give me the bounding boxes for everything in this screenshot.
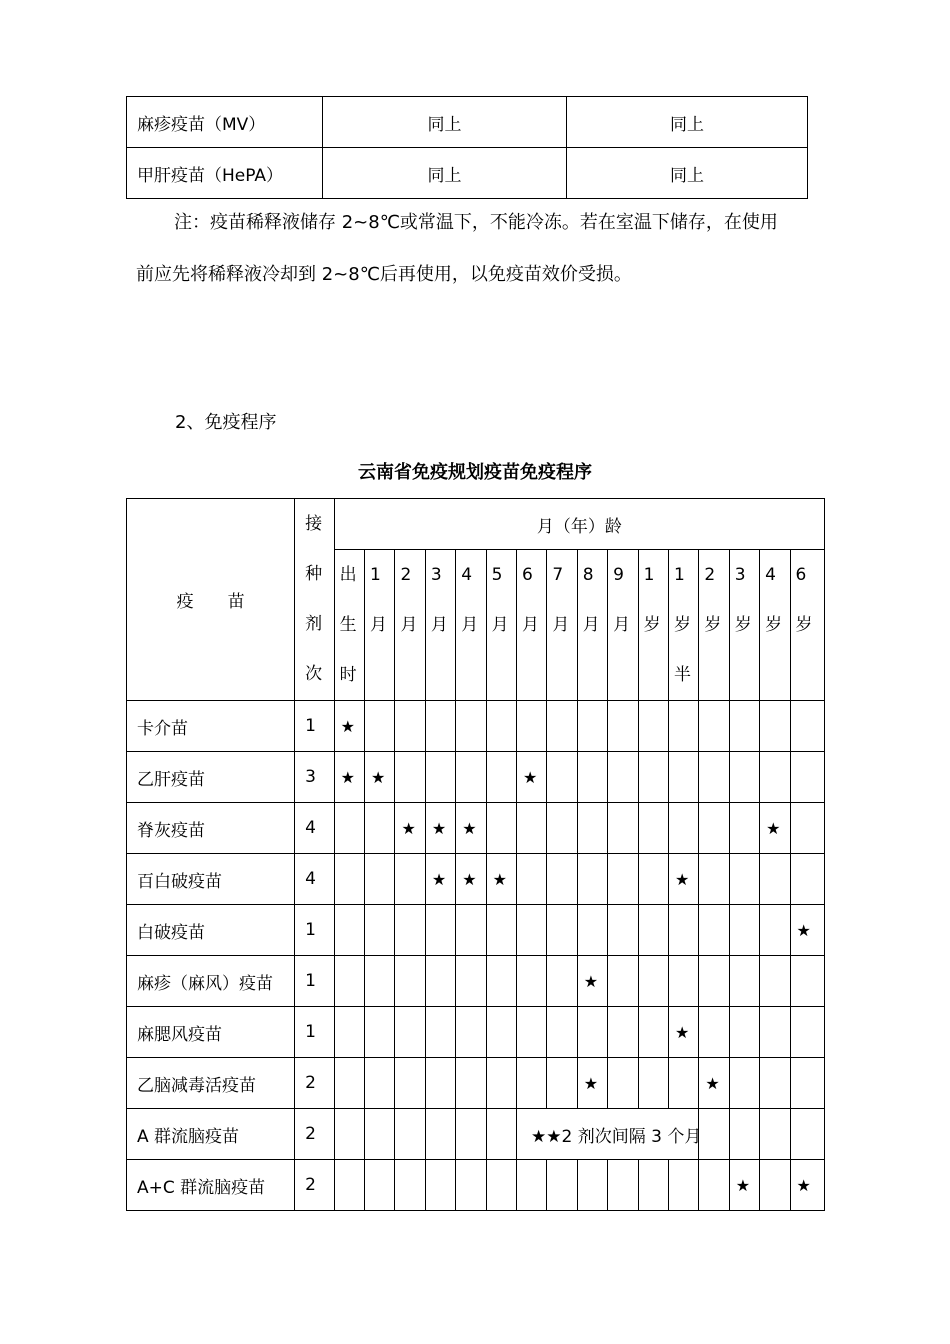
- schedule-cell: [395, 1058, 425, 1109]
- vaccine-name: 卡介苗: [127, 701, 295, 752]
- age-label-char: 1: [643, 565, 655, 585]
- age-label-char: 1: [370, 565, 381, 585]
- schedule-cell: [425, 854, 455, 905]
- age-label-char: 岁: [704, 615, 722, 635]
- schedule-cell: [395, 701, 425, 752]
- age-label-char: 月: [491, 615, 509, 635]
- schedule-cell: [638, 905, 668, 956]
- schedule-cell: [577, 752, 607, 803]
- schedule-cell: [365, 701, 395, 752]
- schedule-note-cell: [517, 1109, 702, 1160]
- schedule-cell: [790, 1058, 824, 1109]
- age-column-header: [456, 550, 486, 701]
- schedule-cell: [790, 701, 824, 752]
- schedule-cell: [790, 752, 824, 803]
- schedule-cell: [577, 803, 607, 854]
- age-label-char: 2: [400, 565, 412, 585]
- schedule-cell: [334, 1109, 364, 1160]
- age-column-header: [395, 550, 425, 701]
- schedule-cell: [334, 1058, 364, 1109]
- schedule-cell: [608, 854, 638, 905]
- table-row: [127, 701, 825, 752]
- schedule-cell: [577, 1160, 607, 1211]
- schedule-cell: [699, 905, 729, 956]
- star-mark: ★: [401, 818, 416, 838]
- vaccine-name: A 群流脑疫苗: [127, 1109, 295, 1160]
- schedule-cell: [425, 1007, 455, 1058]
- table-cell: 同上: [323, 148, 567, 199]
- schedule-cell: [699, 803, 729, 854]
- schedule-cell: [517, 1007, 547, 1058]
- schedule-cell: [547, 701, 577, 752]
- schedule-cell: [334, 1160, 364, 1211]
- schedule-cell: [760, 1007, 790, 1058]
- header-doses-char: 种: [305, 564, 323, 584]
- schedule-cell: [668, 1058, 698, 1109]
- star-mark: ★: [523, 767, 538, 787]
- table-cell: 同上: [567, 148, 808, 199]
- age-label-char: 月: [552, 615, 570, 635]
- schedule-cell: [425, 1058, 455, 1109]
- schedule-cell: [638, 701, 668, 752]
- schedule-cell: [517, 803, 547, 854]
- schedule-cell: [395, 752, 425, 803]
- storage-table: [126, 96, 808, 199]
- schedule-cell: [760, 905, 790, 956]
- schedule-cell: [486, 1058, 516, 1109]
- age-label-char: 时: [339, 665, 357, 685]
- age-label-char: 岁: [643, 615, 661, 635]
- schedule-cell: [760, 1160, 790, 1211]
- schedule-cell: [456, 803, 486, 854]
- schedule-cell: [760, 701, 790, 752]
- table-row: [127, 1007, 825, 1058]
- schedule-cell: [425, 905, 455, 956]
- schedule-cell: [608, 1058, 638, 1109]
- schedule-cell: [790, 1007, 824, 1058]
- section-heading: 2、免疫程序: [175, 412, 277, 433]
- schedule-cell: [699, 752, 729, 803]
- schedule-cell: [608, 752, 638, 803]
- schedule-cell: [365, 1007, 395, 1058]
- star-mark: ★: [735, 1175, 751, 1195]
- schedule-cell: [668, 956, 698, 1007]
- age-column-header: [668, 550, 698, 701]
- schedule-note: ★★2 剂次间隔 3 个月: [531, 1126, 702, 1147]
- schedule-cell: [456, 1160, 486, 1211]
- schedule-cell: [699, 854, 729, 905]
- schedule-cell: [547, 803, 577, 854]
- schedule-cell: [334, 1007, 364, 1058]
- schedule-cell: [456, 1058, 486, 1109]
- schedule-cell: [790, 1109, 824, 1160]
- schedule-cell: [729, 1109, 759, 1160]
- schedule-cell: [699, 1160, 729, 1211]
- table-row: [127, 752, 825, 803]
- vaccine-name: A+C 群流脑疫苗: [127, 1160, 295, 1211]
- table-row: [127, 803, 825, 854]
- table-row: [127, 1058, 825, 1109]
- schedule-cell: [334, 854, 364, 905]
- age-label-char: 岁: [673, 615, 691, 635]
- note-line-2: 前应先将稀释液冷却到 2~8℃后再使用，以免疫苗效价受损。: [136, 264, 632, 285]
- schedule-cell: [729, 905, 759, 956]
- immunization-schedule-table: [126, 498, 825, 1211]
- schedule-cell: [638, 1007, 668, 1058]
- vaccine-name: 白破疫苗: [127, 905, 295, 956]
- age-label-char: 2: [704, 565, 716, 585]
- schedule-cell: [456, 1109, 486, 1160]
- schedule-cell: [365, 752, 395, 803]
- schedule-cell: [395, 1160, 425, 1211]
- schedule-cell: [729, 701, 759, 752]
- schedule-cell: [699, 1007, 729, 1058]
- schedule-cell: [365, 1160, 395, 1211]
- header-doses-char: 次: [305, 664, 323, 684]
- schedule-cell: [486, 752, 516, 803]
- age-label-char: 半: [673, 665, 691, 685]
- schedule-cell: [608, 956, 638, 1007]
- age-label-char: 生: [339, 615, 357, 635]
- star-mark: ★: [766, 818, 781, 838]
- age-label-char: 4: [765, 565, 776, 585]
- schedule-cell: [547, 854, 577, 905]
- schedule-cell: [729, 1007, 759, 1058]
- dose-count: 2: [295, 1160, 335, 1211]
- schedule-cell: [334, 905, 364, 956]
- schedule-cell: [517, 854, 547, 905]
- table-row: [127, 148, 808, 199]
- star-mark: ★: [674, 869, 690, 889]
- schedule-cell: [486, 854, 516, 905]
- schedule-cell: [486, 956, 516, 1007]
- vaccine-name: 甲肝疫苗（HePA）: [127, 148, 323, 199]
- schedule-cell: [668, 1007, 698, 1058]
- schedule-cell: [577, 905, 607, 956]
- schedule-cell: [395, 854, 425, 905]
- schedule-cell: [486, 701, 516, 752]
- star-mark: ★: [431, 869, 447, 889]
- age-label-char: 月: [522, 615, 539, 635]
- schedule-cell: [668, 854, 698, 905]
- age-column-header: [334, 550, 364, 701]
- table-cell: 同上: [567, 97, 808, 148]
- schedule-cell: [699, 1109, 729, 1160]
- schedule-cell: [608, 905, 638, 956]
- schedule-cell: [699, 956, 729, 1007]
- header-age: 月（年）龄: [334, 499, 824, 550]
- dose-count: 1: [295, 956, 335, 1007]
- schedule-cell: [577, 956, 607, 1007]
- schedule-cell: [547, 1007, 577, 1058]
- schedule-cell: [456, 854, 486, 905]
- schedule-cell: [517, 701, 547, 752]
- dose-count: 1: [295, 1007, 335, 1058]
- table-row: [127, 1109, 825, 1160]
- dose-count: 4: [295, 854, 335, 905]
- schedule-cell: [638, 854, 668, 905]
- schedule-cell: [486, 1109, 516, 1160]
- vaccine-name: 脊灰疫苗: [127, 803, 295, 854]
- schedule-cell: [365, 1058, 395, 1109]
- schedule-cell: [668, 701, 698, 752]
- age-column-header: [425, 550, 455, 701]
- vaccine-name: 乙脑减毒活疫苗: [127, 1058, 295, 1109]
- dose-count: 3: [295, 752, 335, 803]
- age-column-header: [608, 550, 638, 701]
- schedule-cell: [486, 905, 516, 956]
- schedule-cell: [729, 803, 759, 854]
- schedule-cell: [729, 956, 759, 1007]
- schedule-cell: [608, 803, 638, 854]
- age-column-header: [517, 550, 547, 701]
- age-column-header: [699, 550, 729, 701]
- schedule-cell: [456, 752, 486, 803]
- schedule-cell: [456, 1007, 486, 1058]
- schedule-cell: [425, 956, 455, 1007]
- schedule-cell: [638, 752, 668, 803]
- schedule-cell: [729, 1160, 759, 1211]
- schedule-cell: [334, 803, 364, 854]
- schedule-cell: [790, 854, 824, 905]
- schedule-cell: [608, 1160, 638, 1211]
- schedule-cell: [334, 701, 364, 752]
- header-doses-char: 接: [305, 514, 323, 534]
- age-label-char: 1: [673, 565, 685, 585]
- age-column-header: [547, 550, 577, 701]
- star-mark: ★: [796, 1175, 811, 1195]
- dose-count: 2: [295, 1109, 335, 1160]
- age-label-char: 月: [430, 615, 448, 635]
- header-doses-char: 剂: [305, 614, 323, 634]
- schedule-cell: [577, 701, 607, 752]
- schedule-cell: [760, 956, 790, 1007]
- schedule-cell: [729, 1058, 759, 1109]
- schedule-cell: [608, 701, 638, 752]
- age-label-char: 月: [400, 615, 418, 635]
- schedule-cell: [760, 803, 790, 854]
- table-row: [127, 905, 825, 956]
- schedule-cell: [365, 854, 395, 905]
- schedule-cell: [668, 905, 698, 956]
- vaccine-name: 百白破疫苗: [127, 854, 295, 905]
- star-mark: ★: [492, 869, 507, 889]
- header-row: [127, 499, 825, 550]
- schedule-cell: [547, 1160, 577, 1211]
- age-label-char: 4: [461, 565, 473, 585]
- star-mark: ★: [583, 1073, 599, 1093]
- vaccine-name: 麻腮风疫苗: [127, 1007, 295, 1058]
- schedule-cell: [395, 956, 425, 1007]
- schedule-cell: [486, 1007, 516, 1058]
- schedule-cell: [425, 701, 455, 752]
- age-label-char: 月: [613, 615, 631, 635]
- table-row: [127, 956, 825, 1007]
- dose-count: 4: [295, 803, 335, 854]
- age-label-char: 3: [734, 565, 746, 585]
- schedule-cell: [547, 752, 577, 803]
- header-vaccine: 疫 苗: [127, 499, 295, 701]
- schedule-cell: [668, 752, 698, 803]
- age-label-char: 6: [795, 565, 807, 585]
- schedule-cell: [668, 1160, 698, 1211]
- schedule-cell: [517, 905, 547, 956]
- schedule-cell: [638, 1058, 668, 1109]
- schedule-cell: [456, 905, 486, 956]
- schedule-cell: [517, 752, 547, 803]
- schedule-cell: [486, 1160, 516, 1211]
- schedule-cell: [547, 1058, 577, 1109]
- star-mark: ★: [462, 869, 477, 889]
- schedule-cell: [517, 956, 547, 1007]
- age-column-header: [790, 550, 824, 701]
- note-line-1: 注：疫苗稀释液储存 2~8℃或常温下，不能冷冻。若在室温下储存，在使用: [174, 212, 778, 233]
- schedule-cell: [395, 905, 425, 956]
- vaccine-name: 麻疹疫苗（MV）: [127, 97, 323, 148]
- schedule-cell: [577, 1058, 607, 1109]
- age-label-char: 月: [461, 615, 479, 635]
- age-column-header: [760, 550, 790, 701]
- schedule-cell: [760, 752, 790, 803]
- age-column-header: [365, 550, 395, 701]
- schedule-cell: [790, 956, 824, 1007]
- age-label-char: 9: [613, 565, 624, 585]
- dose-count: 1: [295, 905, 335, 956]
- table-row: [127, 1160, 825, 1211]
- age-column-header: [486, 550, 516, 701]
- schedule-cell: [729, 752, 759, 803]
- schedule-cell: [425, 803, 455, 854]
- age-label-char: 岁: [795, 615, 813, 635]
- schedule-cell: [334, 956, 364, 1007]
- schedule-cell: [760, 1058, 790, 1109]
- age-column-header: [577, 550, 607, 701]
- schedule-cell: [517, 1058, 547, 1109]
- schedule-cell: [638, 1160, 668, 1211]
- schedule-cell: [638, 803, 668, 854]
- star-mark: ★: [340, 767, 355, 787]
- schedule-cell: [425, 1160, 455, 1211]
- dose-count: 1: [295, 701, 335, 752]
- dose-count: 2: [295, 1058, 335, 1109]
- table-row: [127, 854, 825, 905]
- schedule-cell: [395, 1007, 425, 1058]
- age-label-char: 月: [370, 615, 388, 635]
- schedule-cell: [790, 905, 824, 956]
- table-row: [127, 97, 808, 148]
- star-mark: ★: [796, 920, 811, 940]
- star-mark: ★: [431, 818, 447, 838]
- vaccine-name: 麻疹（麻风）疫苗: [127, 956, 295, 1007]
- age-label-char: 5: [491, 565, 503, 585]
- age-label-char: 月: [582, 615, 600, 635]
- schedule-cell: [790, 1160, 824, 1211]
- star-mark: ★: [705, 1073, 720, 1093]
- schedule-cell: [517, 1160, 547, 1211]
- schedule-cell: [456, 701, 486, 752]
- star-mark: ★: [583, 971, 599, 991]
- schedule-cell: [608, 1007, 638, 1058]
- schedule-cell: [365, 956, 395, 1007]
- schedule-cell: [729, 854, 759, 905]
- star-mark: ★: [340, 716, 355, 736]
- schedule-cell: [547, 956, 577, 1007]
- schedule-cell: [638, 956, 668, 1007]
- schedule-title: 云南省免疫规划疫苗免疫程序: [358, 462, 592, 483]
- table-cell: 同上: [323, 97, 567, 148]
- schedule-cell: [699, 1058, 729, 1109]
- schedule-cell: [668, 803, 698, 854]
- age-label-char: 8: [582, 565, 594, 585]
- schedule-cell: [425, 1109, 455, 1160]
- schedule-cell: [365, 1109, 395, 1160]
- age-label-char: 岁: [765, 615, 783, 635]
- schedule-cell: [365, 905, 395, 956]
- schedule-cell: [334, 752, 364, 803]
- age-label-char: 6: [522, 565, 533, 585]
- age-label-char: 7: [552, 565, 564, 585]
- schedule-cell: [456, 956, 486, 1007]
- schedule-cell: [760, 854, 790, 905]
- header-doses: [295, 499, 335, 701]
- star-mark: ★: [462, 818, 477, 838]
- age-label-char: 岁: [734, 615, 752, 635]
- schedule-cell: [425, 752, 455, 803]
- star-mark: ★: [674, 1022, 690, 1042]
- star-mark: ★: [371, 767, 386, 787]
- schedule-cell: [699, 701, 729, 752]
- schedule-cell: [790, 803, 824, 854]
- schedule-cell: [547, 905, 577, 956]
- age-column-header: [638, 550, 668, 701]
- schedule-cell: [577, 854, 607, 905]
- schedule-cell: [395, 803, 425, 854]
- schedule-cell: [395, 1109, 425, 1160]
- age-label-char: 出: [339, 565, 357, 585]
- schedule-cell: [760, 1109, 790, 1160]
- age-label-char: 3: [430, 565, 442, 585]
- schedule-cell: [365, 803, 395, 854]
- age-column-header: [729, 550, 759, 701]
- schedule-cell: [577, 1007, 607, 1058]
- vaccine-name: 乙肝疫苗: [127, 752, 295, 803]
- schedule-cell: [486, 803, 516, 854]
